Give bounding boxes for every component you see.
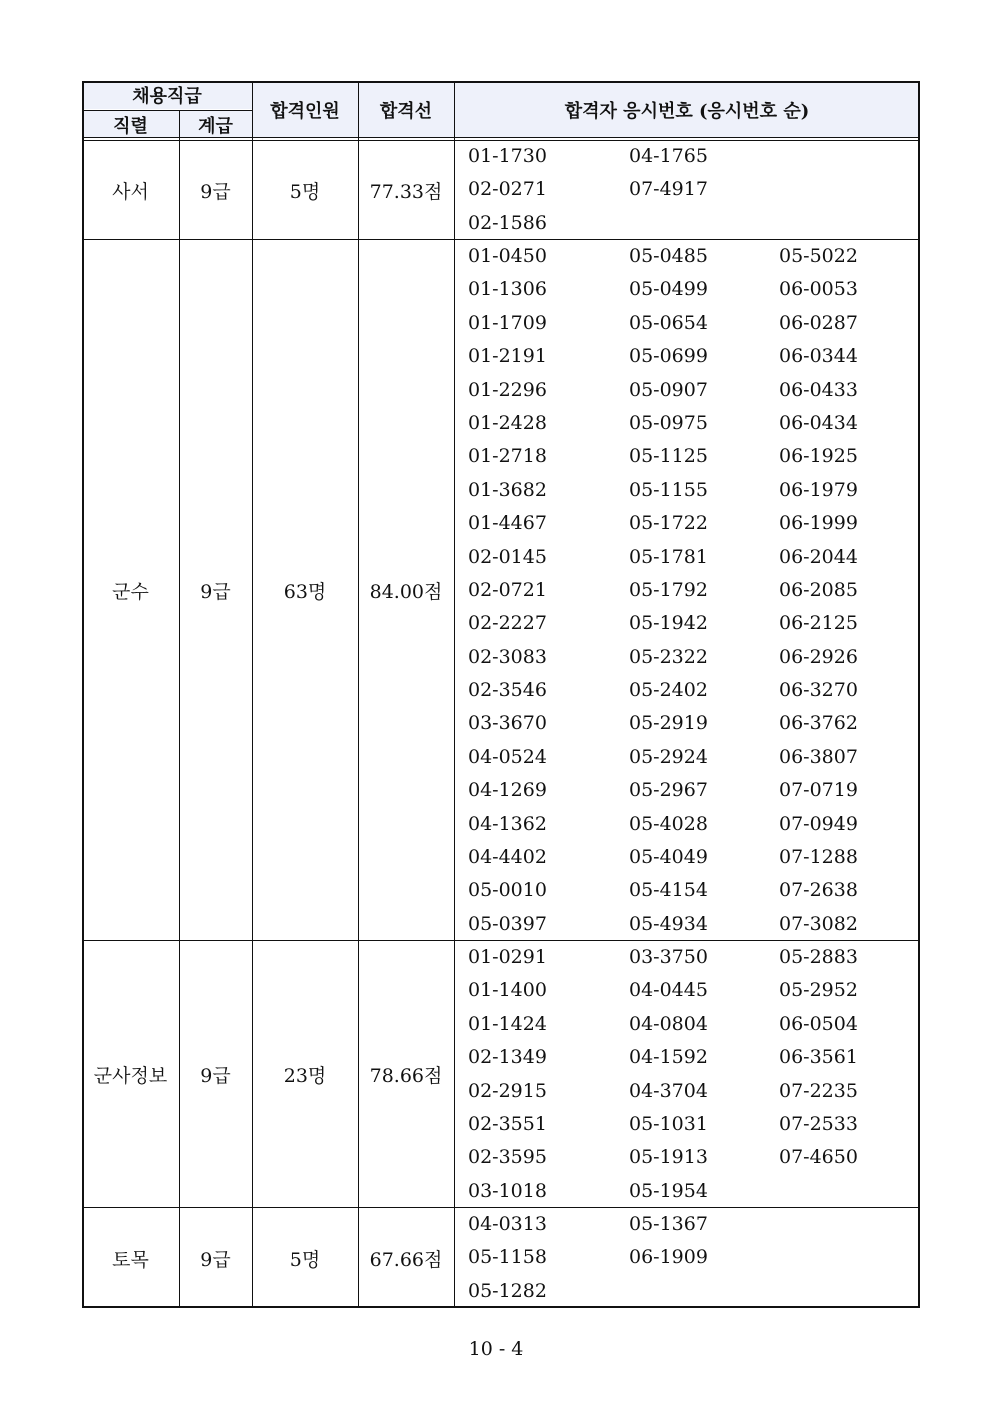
number-column	[629, 140, 779, 240]
applicant-number: 05-2952	[779, 979, 858, 1002]
applicant-number: 02-3083	[468, 645, 547, 668]
applicant-number: 01-1730	[468, 145, 547, 167]
applicant-number: 07-4917	[629, 178, 708, 201]
applicant-number: 06-1925	[779, 445, 858, 468]
row-job: 사서	[112, 180, 149, 203]
row-grade: 9급	[200, 1065, 231, 1087]
applicant-number: 05-1942	[629, 612, 708, 635]
applicant-number: 01-1306	[468, 278, 547, 301]
row-cutoff: 77.33점	[369, 180, 443, 203]
row-count: 63명	[283, 581, 327, 603]
header-group: 채용직급	[82, 81, 252, 109]
row-cutoff: 67.66점	[369, 1248, 443, 1271]
row-grade: 9급	[200, 581, 231, 603]
header-count: 합격인원	[252, 81, 358, 138]
applicant-number: 01-2191	[468, 345, 547, 368]
row-cutoff: 78.66점	[369, 1065, 443, 1087]
row-numbers	[454, 941, 920, 1208]
applicant-number: 02-0271	[468, 178, 547, 201]
applicant-number: 05-1792	[629, 578, 708, 601]
number-column	[779, 1208, 919, 1308]
number-column	[629, 1208, 779, 1308]
number-column	[468, 941, 629, 1208]
applicant-number: 01-2428	[468, 411, 547, 434]
applicant-number: 05-0907	[629, 378, 708, 401]
applicant-number: 01-0450	[468, 245, 547, 267]
divider-col-numbers	[454, 81, 455, 1308]
applicant-number: 05-2924	[629, 745, 708, 768]
applicant-number: 01-2718	[468, 445, 547, 468]
applicant-number: 03-1018	[468, 1179, 547, 1202]
applicant-number: 07-1288	[779, 846, 858, 869]
applicant-number: 05-0499	[629, 278, 708, 301]
applicant-number: 05-1158	[468, 1246, 547, 1269]
applicant-number: 05-1282	[468, 1279, 547, 1302]
divider-row-3	[82, 1207, 920, 1208]
applicant-number: 05-4154	[629, 879, 708, 902]
applicant-number: 02-0721	[468, 578, 547, 601]
row-grade: 9급	[200, 1248, 231, 1271]
row-numbers	[454, 140, 920, 240]
results-table	[82, 81, 920, 1308]
applicant-number: 03-3670	[468, 712, 547, 735]
applicant-number: 06-1979	[779, 478, 858, 501]
divider-row-1	[82, 239, 920, 240]
divider-header-double-2	[82, 140, 920, 141]
applicant-number: 06-0287	[779, 311, 858, 334]
divider-col-grade	[179, 110, 180, 1308]
number-column	[468, 240, 629, 941]
number-column	[468, 1208, 629, 1308]
applicant-number: 05-2883	[779, 946, 858, 968]
applicant-number: 05-4028	[629, 812, 708, 835]
row-grade: 9급	[200, 180, 231, 203]
applicant-number: 01-0291	[468, 946, 547, 968]
applicant-number: 05-1155	[629, 478, 708, 501]
header-cutoff: 합격선	[358, 81, 454, 138]
applicant-number: 02-3546	[468, 679, 547, 702]
applicant-number: 01-4467	[468, 512, 547, 535]
applicant-number: 05-0010	[468, 879, 547, 902]
applicant-number: 06-3270	[779, 679, 858, 702]
applicant-number: 04-0445	[629, 979, 708, 1002]
applicant-number: 07-2638	[779, 879, 858, 902]
applicant-number: 05-1954	[629, 1179, 708, 1202]
applicant-number: 04-0804	[629, 1012, 708, 1035]
number-column	[779, 140, 919, 240]
applicant-number: 02-2915	[468, 1079, 547, 1102]
applicant-number: 06-2044	[779, 545, 858, 568]
row-numbers	[454, 240, 920, 941]
page-number: 10 - 4	[468, 1338, 524, 1360]
applicant-number: 05-0975	[629, 411, 708, 434]
number-column	[468, 140, 629, 240]
applicant-number: 05-0485	[629, 245, 708, 267]
applicant-number: 05-0699	[629, 345, 708, 368]
row-cutoff: 84.00점	[369, 581, 443, 603]
border-outer-bottom	[82, 1306, 920, 1308]
applicant-number: 01-1709	[468, 311, 547, 334]
applicant-number: 04-3704	[629, 1079, 708, 1102]
applicant-number: 05-1031	[629, 1112, 708, 1135]
applicant-number: 05-1125	[629, 445, 708, 468]
applicant-number: 05-2967	[629, 779, 708, 802]
applicant-number: 02-0145	[468, 545, 547, 568]
border-outer-left	[82, 81, 84, 1308]
applicant-number: 04-1765	[629, 145, 708, 167]
applicant-number: 05-4049	[629, 846, 708, 869]
divider-col-count	[252, 81, 253, 1308]
applicant-number: 06-0433	[779, 378, 858, 401]
applicant-number: 01-1424	[468, 1012, 547, 1035]
applicant-number: 07-0949	[779, 812, 858, 835]
applicant-number: 02-3595	[468, 1146, 547, 1169]
number-column	[779, 941, 919, 1208]
applicant-number: 01-2296	[468, 378, 547, 401]
applicant-number: 06-1999	[779, 512, 858, 535]
applicant-number: 04-1362	[468, 812, 547, 835]
applicant-number: 02-3551	[468, 1112, 547, 1135]
applicant-number: 02-2227	[468, 612, 547, 635]
number-column	[779, 240, 919, 941]
applicant-number: 05-1781	[629, 545, 708, 568]
row-job: 군수	[112, 581, 149, 603]
applicant-number: 06-1909	[629, 1246, 708, 1269]
applicant-number: 02-1349	[468, 1046, 547, 1069]
applicant-number: 04-0524	[468, 745, 547, 768]
divider-header-sub	[82, 110, 252, 111]
row-numbers	[454, 1208, 920, 1308]
applicant-number: 04-1592	[629, 1046, 708, 1069]
applicant-number: 06-3807	[779, 745, 858, 768]
applicant-number: 04-4402	[468, 846, 547, 869]
applicant-number: 06-0053	[779, 278, 858, 301]
applicant-number: 07-2533	[779, 1112, 858, 1135]
border-outer-top	[82, 81, 920, 83]
row-count: 5명	[289, 180, 321, 203]
applicant-number: 04-1269	[468, 779, 547, 802]
applicant-number: 06-0504	[779, 1012, 858, 1035]
applicant-number: 05-1913	[629, 1146, 708, 1169]
number-column	[629, 941, 779, 1208]
header-grade: 계급	[179, 111, 252, 138]
divider-row-2	[82, 940, 920, 941]
applicant-number: 05-1367	[629, 1213, 708, 1235]
applicant-number: 05-0397	[468, 912, 547, 935]
applicant-number: 01-3682	[468, 478, 547, 501]
border-outer-right	[918, 81, 920, 1308]
applicant-number: 06-2926	[779, 645, 858, 668]
applicant-number: 05-0654	[629, 311, 708, 334]
applicant-number: 05-2919	[629, 712, 708, 735]
applicant-number: 05-5022	[779, 245, 858, 267]
row-job: 군사정보	[93, 1065, 168, 1087]
applicant-number: 01-1400	[468, 979, 547, 1002]
number-column	[629, 240, 779, 941]
applicant-number: 05-4934	[629, 912, 708, 935]
applicant-number: 03-3750	[629, 946, 708, 968]
divider-header-double-1	[82, 137, 920, 138]
applicant-number: 07-4650	[779, 1146, 858, 1169]
applicant-number: 04-0313	[468, 1213, 547, 1235]
applicant-number: 05-1722	[629, 512, 708, 535]
applicant-number: 07-2235	[779, 1079, 858, 1102]
applicant-number: 06-3762	[779, 712, 858, 735]
applicant-number: 06-3561	[779, 1046, 858, 1069]
applicant-number: 06-0344	[779, 345, 858, 368]
row-job: 토목	[112, 1248, 149, 1271]
row-count: 5명	[289, 1248, 321, 1271]
divider-col-cutoff	[358, 81, 359, 1308]
applicant-number: 05-2402	[629, 679, 708, 702]
header-numbers: 합격자 응시번호 (응시번호 순)	[454, 81, 920, 138]
applicant-number: 07-3082	[779, 912, 858, 935]
applicant-number: 05-2322	[629, 645, 708, 668]
row-count: 23명	[283, 1065, 327, 1087]
applicant-number: 06-2085	[779, 578, 858, 601]
applicant-number: 07-0719	[779, 779, 858, 802]
header-job: 직렬	[82, 111, 179, 138]
applicant-number: 02-1586	[468, 211, 547, 234]
applicant-number: 06-2125	[779, 612, 858, 635]
applicant-number: 06-0434	[779, 411, 858, 434]
